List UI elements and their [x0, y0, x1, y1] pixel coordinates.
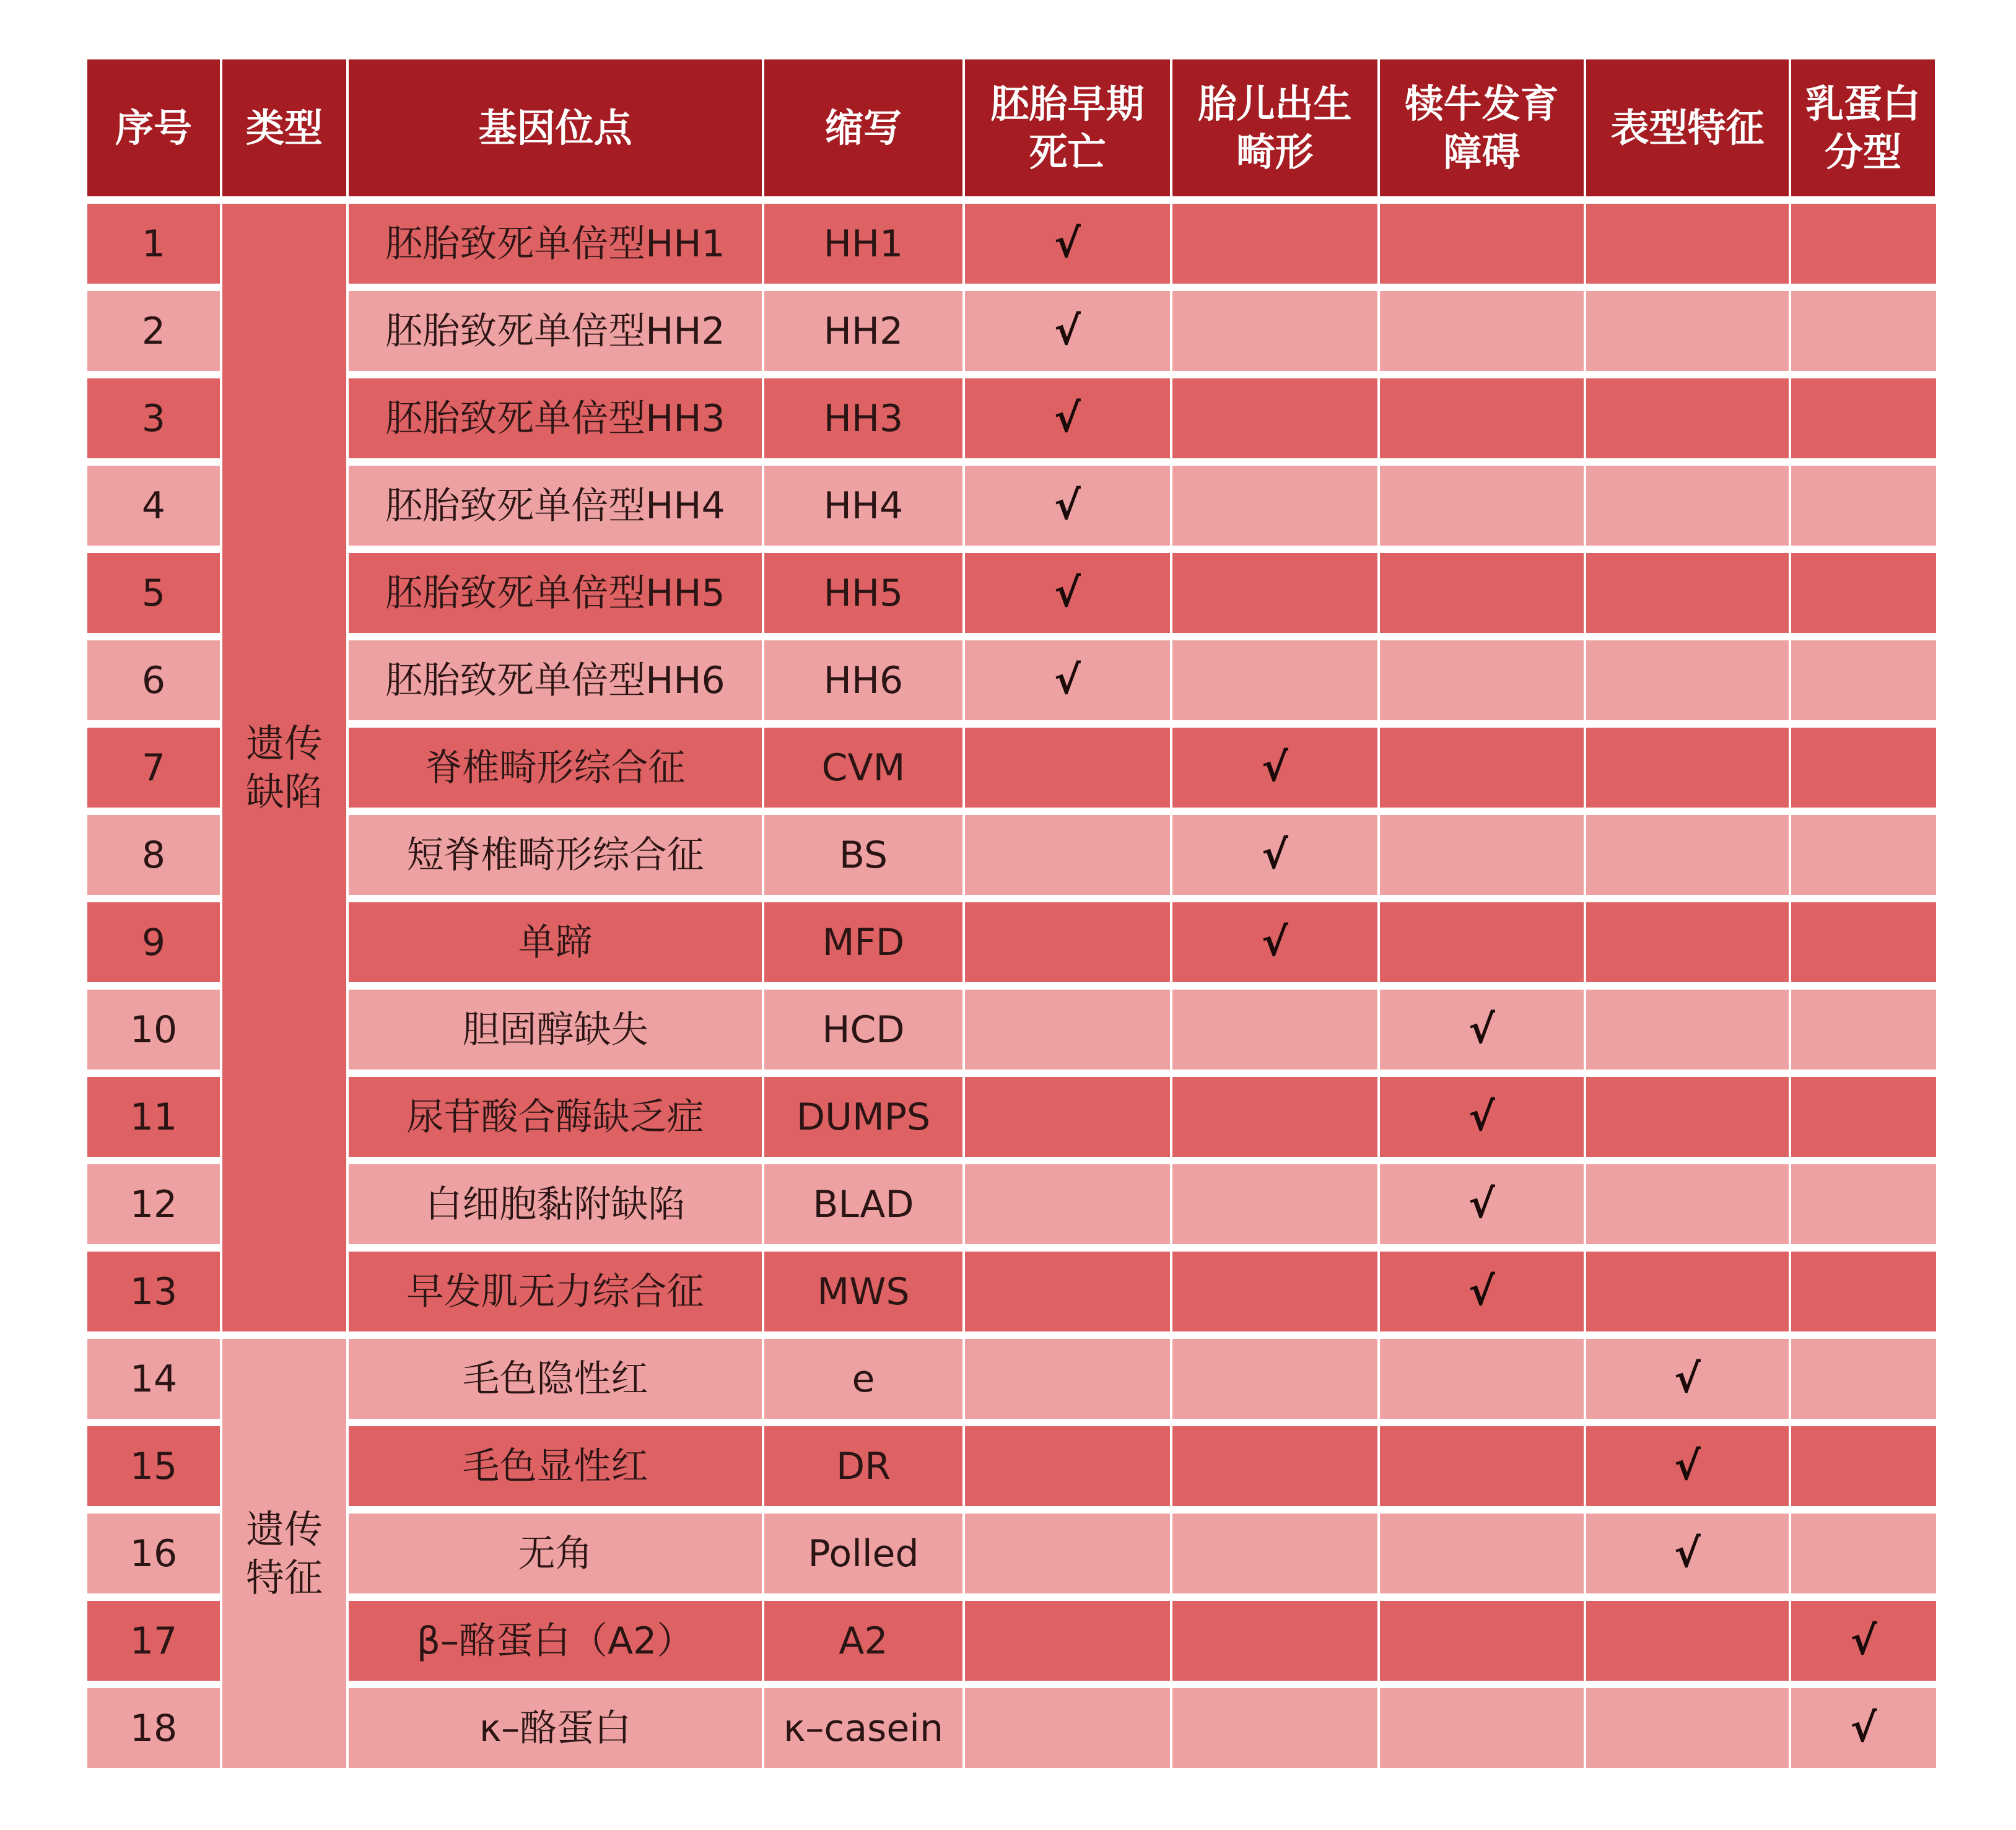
- empty-cell: [1172, 1688, 1377, 1768]
- locus-name: β–酪蛋白（A2）: [349, 1601, 762, 1681]
- empty-cell: [1380, 553, 1584, 633]
- row-number: 5: [87, 553, 220, 633]
- empty-cell: [1380, 1514, 1584, 1593]
- row-number: 13: [87, 1252, 220, 1331]
- header-calf-development-text: 犊牛发育 障碍: [1405, 81, 1559, 175]
- empty-cell: [1791, 728, 1936, 808]
- check-mark: √: [1791, 1601, 1936, 1681]
- locus-name: 短脊椎畸形综合征: [349, 815, 762, 895]
- check-mark: √: [1586, 1514, 1789, 1593]
- empty-cell: [965, 1164, 1170, 1244]
- empty-cell: [965, 815, 1170, 895]
- locus-name: 胚胎致死单倍型HH6: [349, 640, 762, 720]
- locus-name: κ–酪蛋白: [349, 1688, 762, 1768]
- empty-cell: [1380, 640, 1584, 720]
- header-locus-text: 基因位点: [478, 105, 632, 150]
- empty-cell: [965, 1252, 1170, 1331]
- locus-name: 胚胎致死单倍型HH5: [349, 553, 762, 633]
- row-number: 7: [87, 728, 220, 808]
- header-no: [87, 59, 220, 196]
- empty-cell: [1586, 1077, 1789, 1157]
- empty-cell: [1791, 378, 1936, 458]
- empty-cell: [1791, 1252, 1936, 1331]
- locus-name: 毛色显性红: [349, 1426, 762, 1506]
- check-mark: √: [1791, 1688, 1936, 1768]
- header-abbr-text: 缩写: [824, 105, 902, 150]
- check-mark: √: [1172, 902, 1377, 982]
- empty-cell: [1380, 204, 1584, 284]
- empty-cell: [1380, 1426, 1584, 1506]
- empty-cell: [1172, 1514, 1377, 1593]
- header-abbr: [764, 59, 962, 196]
- empty-cell: [1380, 902, 1584, 982]
- empty-cell: [1586, 902, 1789, 982]
- abbreviation: HCD: [764, 990, 962, 1070]
- locus-name: 脊椎畸形综合征: [349, 728, 762, 808]
- empty-cell: [965, 1514, 1170, 1593]
- empty-cell: [1586, 553, 1789, 633]
- abbreviation: DUMPS: [764, 1077, 962, 1157]
- empty-cell: [1791, 902, 1936, 982]
- empty-cell: [965, 1601, 1170, 1681]
- empty-cell: [1791, 553, 1936, 633]
- empty-cell: [1172, 990, 1377, 1070]
- empty-cell: [1586, 1688, 1789, 1768]
- row-number: 1: [87, 204, 220, 284]
- row-number: 3: [87, 378, 220, 458]
- empty-cell: [1586, 1164, 1789, 1244]
- abbreviation: BS: [764, 815, 962, 895]
- empty-cell: [1172, 1426, 1377, 1506]
- check-mark: √: [965, 640, 1170, 720]
- abbreviation: MWS: [764, 1252, 962, 1331]
- empty-cell: [1586, 291, 1789, 371]
- empty-cell: [1586, 378, 1789, 458]
- abbreviation: A2: [764, 1601, 962, 1681]
- locus-name: 胚胎致死单倍型HH4: [349, 466, 762, 546]
- gene-locus-table: [87, 59, 1936, 1771]
- type-genetic-defect: [222, 204, 346, 1331]
- type-genetic-trait-text: 遗传 特征: [245, 1506, 323, 1600]
- empty-cell: [1586, 1601, 1789, 1681]
- check-mark: √: [1380, 990, 1584, 1070]
- abbreviation: CVM: [764, 728, 962, 808]
- empty-cell: [965, 1339, 1170, 1419]
- empty-cell: [1380, 1601, 1584, 1681]
- header-phenotype: [1586, 59, 1789, 196]
- empty-cell: [1586, 815, 1789, 895]
- row-number: 18: [87, 1688, 220, 1768]
- type-genetic-defect-text: 遗传 缺陷: [245, 720, 323, 814]
- check-mark: √: [965, 553, 1170, 633]
- empty-cell: [1791, 640, 1936, 720]
- empty-cell: [1172, 378, 1377, 458]
- empty-cell: [1791, 815, 1936, 895]
- check-mark: √: [1172, 815, 1377, 895]
- locus-name: 毛色隐性红: [349, 1339, 762, 1419]
- empty-cell: [965, 990, 1170, 1070]
- row-number: 15: [87, 1426, 220, 1506]
- empty-cell: [1791, 466, 1936, 546]
- empty-cell: [1380, 1688, 1584, 1768]
- check-mark: √: [1380, 1077, 1584, 1157]
- header-milk-protein-text: 乳蛋白 分型: [1805, 81, 1921, 175]
- locus-name: 胚胎致死单倍型HH3: [349, 378, 762, 458]
- empty-cell: [965, 728, 1170, 808]
- header-no-text: 序号: [115, 105, 192, 150]
- abbreviation: Polled: [764, 1514, 962, 1593]
- empty-cell: [1586, 640, 1789, 720]
- header-early-embryo-death-text: 胚胎早期 死亡: [990, 81, 1145, 175]
- header-birth-deformity-text: 胎儿出生 畸形: [1198, 81, 1352, 175]
- check-mark: √: [1380, 1252, 1584, 1331]
- check-mark: √: [1586, 1339, 1789, 1419]
- empty-cell: [1586, 204, 1789, 284]
- empty-cell: [1791, 291, 1936, 371]
- empty-cell: [1172, 640, 1377, 720]
- empty-cell: [1586, 466, 1789, 546]
- row-number: 2: [87, 291, 220, 371]
- abbreviation: BLAD: [764, 1164, 962, 1244]
- type-genetic-trait: [222, 1339, 346, 1768]
- check-mark: √: [965, 291, 1170, 371]
- empty-cell: [965, 1077, 1170, 1157]
- header-locus: [349, 59, 762, 196]
- header-milk-protein: [1791, 59, 1935, 196]
- empty-cell: [1172, 1601, 1377, 1681]
- empty-cell: [1586, 990, 1789, 1070]
- abbreviation: e: [764, 1339, 962, 1419]
- check-mark: √: [1380, 1164, 1584, 1244]
- locus-name: 白细胞黏附缺陷: [349, 1164, 762, 1244]
- abbreviation: MFD: [764, 902, 962, 982]
- check-mark: √: [965, 204, 1170, 284]
- check-mark: √: [965, 378, 1170, 458]
- empty-cell: [1380, 466, 1584, 546]
- row-number: 11: [87, 1077, 220, 1157]
- empty-cell: [1791, 990, 1936, 1070]
- row-number: 17: [87, 1601, 220, 1681]
- empty-cell: [1172, 553, 1377, 633]
- empty-cell: [1586, 728, 1789, 808]
- empty-cell: [1380, 291, 1584, 371]
- row-number: 14: [87, 1339, 220, 1419]
- empty-cell: [1380, 815, 1584, 895]
- header-phenotype-text: 表型特征: [1610, 105, 1765, 150]
- row-number: 8: [87, 815, 220, 895]
- abbreviation: HH5: [764, 553, 962, 633]
- locus-name: 胆固醇缺失: [349, 990, 762, 1070]
- empty-cell: [1172, 1077, 1377, 1157]
- locus-name: 单蹄: [349, 902, 762, 982]
- check-mark: √: [1586, 1426, 1789, 1506]
- locus-name: 早发肌无力综合征: [349, 1252, 762, 1331]
- empty-cell: [1172, 1339, 1377, 1419]
- empty-cell: [1380, 1339, 1584, 1419]
- abbreviation: DR: [764, 1426, 962, 1506]
- empty-cell: [1380, 728, 1584, 808]
- empty-cell: [1172, 1164, 1377, 1244]
- locus-name: 尿苷酸合酶缺乏症: [349, 1077, 762, 1157]
- header-birth-deformity: [1172, 59, 1377, 196]
- empty-cell: [1586, 1252, 1789, 1331]
- empty-cell: [1791, 1077, 1936, 1157]
- empty-cell: [1791, 1426, 1936, 1506]
- abbreviation: HH6: [764, 640, 962, 720]
- check-mark: √: [1172, 728, 1377, 808]
- locus-name: 胚胎致死单倍型HH1: [349, 204, 762, 284]
- empty-cell: [1172, 466, 1377, 546]
- empty-cell: [1172, 291, 1377, 371]
- row-number: 9: [87, 902, 220, 982]
- header-type: [222, 59, 346, 196]
- empty-cell: [1791, 1514, 1936, 1593]
- empty-cell: [1172, 1252, 1377, 1331]
- row-number: 16: [87, 1514, 220, 1593]
- row-number: 4: [87, 466, 220, 546]
- row-number: 10: [87, 990, 220, 1070]
- empty-cell: [1791, 204, 1936, 284]
- abbreviation: HH1: [764, 204, 962, 284]
- header-calf-development: [1380, 59, 1584, 196]
- empty-cell: [1791, 1339, 1936, 1419]
- abbreviation: HH3: [764, 378, 962, 458]
- abbreviation: HH4: [764, 466, 962, 546]
- row-number: 6: [87, 640, 220, 720]
- check-mark: √: [965, 466, 1170, 546]
- empty-cell: [965, 902, 1170, 982]
- empty-cell: [965, 1688, 1170, 1768]
- empty-cell: [1791, 1164, 1936, 1244]
- header-type-text: 类型: [245, 105, 323, 150]
- row-number: 12: [87, 1164, 220, 1244]
- abbreviation: HH2: [764, 291, 962, 371]
- header-early-embryo-death: [965, 59, 1170, 196]
- locus-name: 无角: [349, 1514, 762, 1593]
- locus-name: 胚胎致死单倍型HH2: [349, 291, 762, 371]
- empty-cell: [965, 1426, 1170, 1506]
- empty-cell: [1172, 204, 1377, 284]
- abbreviation: κ–casein: [764, 1688, 962, 1768]
- empty-cell: [1380, 378, 1584, 458]
